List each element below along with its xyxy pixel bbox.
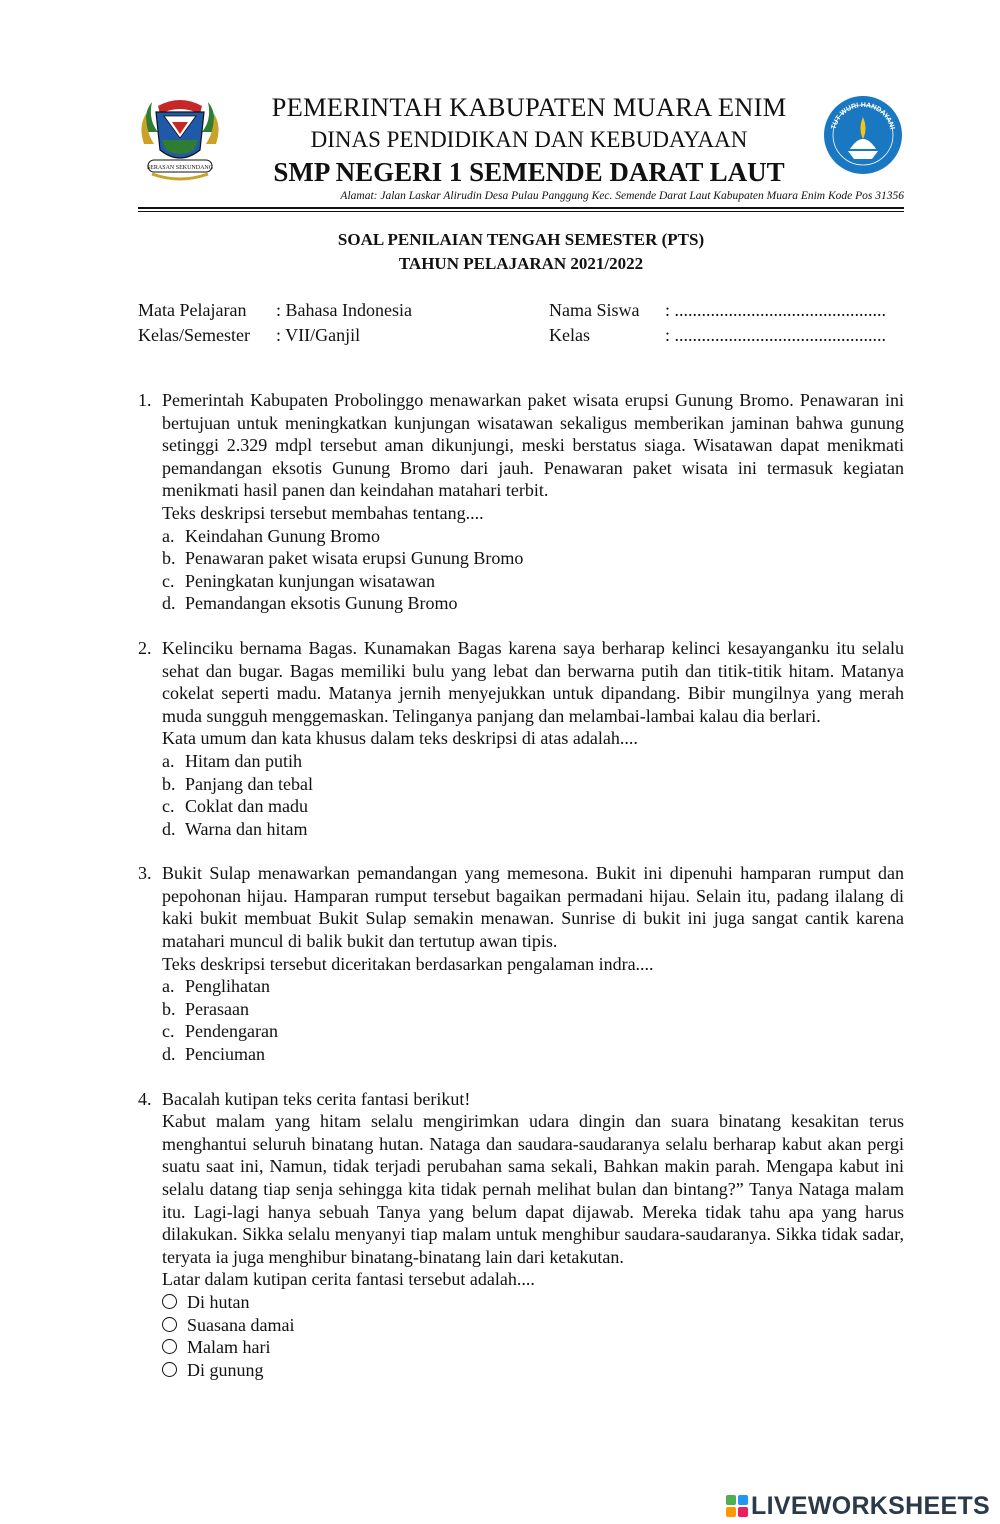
question-2: [138, 637, 904, 840]
option-b[interactable]: b. Panjang dan tebal: [162, 773, 313, 794]
option-text: Penciuman: [185, 1044, 265, 1065]
header-divider-thin: [138, 211, 904, 212]
question-prompt: Teks deskripsi tersebut diceritakan berdasarkan pengalaman indra....: [162, 953, 654, 974]
question-number: 3.: [138, 863, 152, 884]
option-text: Perasaan: [185, 998, 249, 1019]
logo-motto-text: TUT WURI HANDAYANI: [830, 101, 896, 131]
question-text: Bukit Sulap menawarkan pemandangan yang memesona. Bukit ini dipenuhi hamparan rumput dan pepohonan hijau. Hamparan rumput tersebut bagaikan permadani hijau. Selain itu, padang ilalang di kaki bukit membuat Bukit Sulap semakin menawan. Sunrise di bukit ini juga sangat cantik karena matahari muncul di balik bukit dan tertutup awan tipis.: [162, 863, 904, 952]
question-text: Pemerintah Kabupaten Probolinggo menawarkan paket wisata erupsi Gunung Bromo. Penawaran ini bertujuan untuk meningkatkan kunjungan wisatawan sekaligus memberikan jaminan bahwa gunung setinggi 2.329 mdpl tersebut aman dikunjungi, meski berstatus siaga. Wisatawan dapat menikmati pemandangan eksotis Gunung Bromo dari jauh. Penawaran paket wisata ini termasuk kegiatan menikmati hasil panen dan keindahan matahari terbit.: [162, 390, 904, 501]
liveworksheets-watermark: [726, 1494, 990, 1518]
tut-wuri-handayani-logo: [822, 89, 904, 181]
watermark-text: LIVEWORKSHEETS: [751, 1492, 990, 1520]
radio-option-3[interactable]: [162, 1336, 904, 1359]
question-intro: Bacalah kutipan teks cerita fantasi berikut!: [162, 1088, 471, 1109]
option-c[interactable]: c. Coklat dan madu: [162, 796, 308, 817]
option-text: Pemandangan eksotis Gunung Bromo: [185, 593, 458, 614]
student-name-label: Nama Siswa: [549, 300, 640, 320]
question-1: [138, 389, 904, 615]
radio-button[interactable]: [162, 1362, 177, 1377]
option-c[interactable]: c. Pendengaran: [162, 1021, 278, 1042]
option-b[interactable]: b. Perasaan: [162, 998, 249, 1019]
question-prompt: Teks deskripsi tersebut membahas tentang....: [162, 502, 484, 523]
option-a[interactable]: a. Penglihatan: [162, 976, 270, 997]
letterhead: [138, 86, 904, 212]
option-a[interactable]: a. Keindahan Gunung Bromo: [162, 525, 380, 546]
radio-button[interactable]: [162, 1294, 177, 1309]
question-3: [138, 862, 904, 1065]
option-text: Keindahan Gunung Bromo: [185, 525, 380, 546]
option-text: Peningkatan kunjungan wisatawan: [185, 570, 435, 591]
question-text: Kelinciku bernama Bagas. Kunamakan Bagas karena saya berharap kelinci kesayanganku itu selalu sehat dan bugar. Bagas memiliki bulu yang lebat dan berwarna putih dan titik-titik hitam. Matanya cokelat seperti madu. Matanya jernih menyejukkan untuk dipandang. Bibir mungilnya yang merah muda sungguh menggemaskan. Telinganya panjang dan melambai-lambai kalau dia berlari.: [162, 637, 904, 726]
muara-enim-crest-logo: [138, 92, 222, 184]
option-b[interactable]: b. Penawaran paket wisata erupsi Gunung Bromo: [162, 548, 524, 569]
question-prompt: Latar dalam kutipan cerita fantasi tersebut adalah....: [162, 1269, 535, 1290]
question-number: 1.: [138, 390, 152, 410]
student-class-field[interactable]: : ...............................................: [665, 325, 887, 345]
option-d[interactable]: d. Pemandangan eksotis Gunung Bromo: [162, 593, 458, 614]
header-government-line: PEMERINTAH KABUPATEN MUARA ENIM: [271, 92, 787, 122]
option-d[interactable]: d. Penciuman: [162, 1044, 265, 1065]
option-text: Warna dan hitam: [185, 818, 308, 839]
question-prompt: Kata umum dan kata khusus dalam teks deskripsi di atas adalah....: [162, 728, 638, 749]
option-text: Penawaran paket wisata erupsi Gunung Bromo: [185, 548, 524, 569]
question-list: [138, 389, 904, 1403]
liveworksheets-logo-icon: [726, 1495, 748, 1517]
student-class-label: Kelas: [549, 325, 590, 345]
option-text: Malam hari: [187, 1337, 271, 1358]
option-text: Coklat dan madu: [185, 796, 308, 817]
question-4: [138, 1088, 904, 1382]
question-number: 4.: [138, 1088, 152, 1109]
radio-button[interactable]: [162, 1317, 177, 1332]
option-c[interactable]: c. Peningkatan kunjungan wisatawan: [162, 570, 435, 591]
subject-value: : Bahasa Indonesia: [276, 300, 412, 320]
student-name-field[interactable]: : ...............................................: [665, 300, 887, 320]
option-text: Suasana damai: [187, 1314, 295, 1335]
exam-title: SOAL PENILAIAN TENGAH SEMESTER (PTS): [337, 230, 705, 249]
class-semester-label: Kelas/Semester: [138, 325, 250, 345]
header-school-name: SMP NEGERI 1 SEMENDE DARAT LAUT: [273, 157, 785, 187]
option-a[interactable]: a. Hitam dan putih: [162, 750, 302, 771]
logo-banner-text: SERASAN SEKUNDANG: [146, 165, 214, 171]
option-text: Penglihatan: [185, 976, 270, 997]
radio-option-4[interactable]: [162, 1359, 904, 1382]
exam-year: TAHUN PELAJARAN 2021/2022: [398, 254, 644, 273]
question-text: Kabut malam yang hitam selalu mengirimkan udara dingin dan suara binatang kesakitan terus menghantui seluruh binatang hutan. Nataga dan saudara-saudaranya selalu berharap kabut akan pergi suatu saat ini, Namun, tidak terjadi perubahan sama sekali, Bahkan makin parah. Mengapa kabut ini selalu datang tiap senja sehingga kita tidak pernah melihat bulan dan bintang?” Tanya Nataga malam itu. Lagi-lagi hanya sebuah Tanya yang belum dapat dijawab. Mereka tidak tahu apa yang harus dilakukan. Sikka selalu menyanyi tiap malam untuk menghibur saudara-saudaranya. Sikka tidak sadar, teryata ia juga menghibur binatang-binatang lain dari ketakutan.: [162, 1111, 904, 1267]
header-divider-thick: [138, 207, 904, 209]
option-d[interactable]: d. Warna dan hitam: [162, 818, 308, 839]
option-text: Di hutan: [187, 1291, 250, 1312]
option-text: Hitam dan putih: [185, 750, 302, 771]
option-text: Panjang dan tebal: [185, 773, 313, 794]
option-text: Di gunung: [187, 1359, 264, 1380]
radio-option-1[interactable]: [162, 1291, 904, 1314]
radio-button[interactable]: [162, 1339, 177, 1354]
radio-option-2[interactable]: [162, 1314, 904, 1337]
header-department-line: DINAS PENDIDIKAN DAN KEBUDAYAAN: [310, 127, 748, 152]
option-text: Pendengaran: [185, 1021, 278, 1042]
school-address: Alamat: Jalan Laskar Alirudin Desa Pulau Panggung Kec. Semende Darat Laut Kabupaten Muara Enim Kode Pos 31356: [340, 190, 904, 202]
class-semester-value: : VII/Ganjil: [276, 325, 361, 345]
question-number: 2.: [138, 637, 152, 658]
subject-label: Mata Pelajaran: [138, 300, 247, 320]
